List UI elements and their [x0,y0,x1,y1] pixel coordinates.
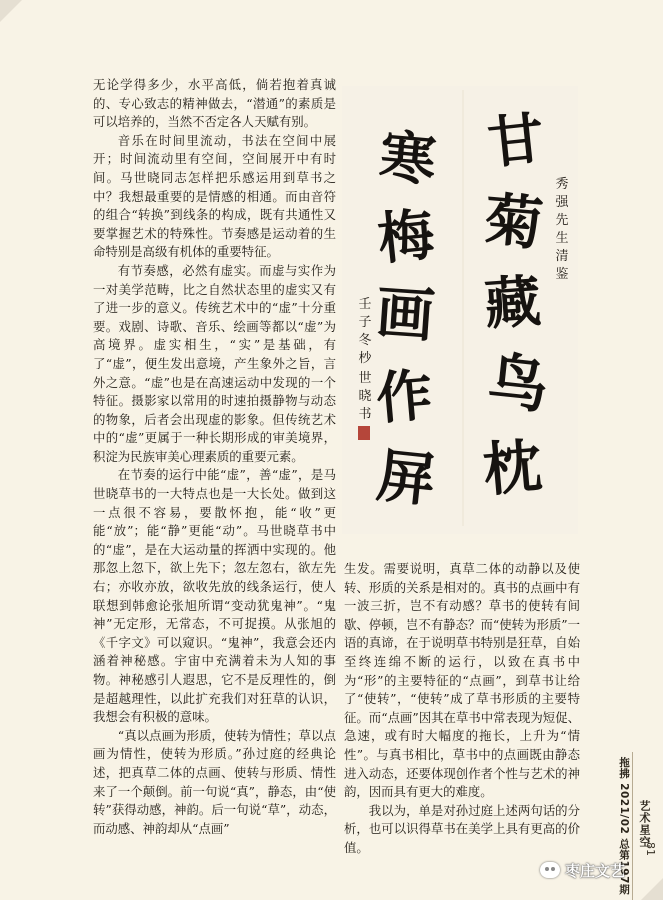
inscription-bottom-char: 杪 [358,351,372,366]
paragraph: 音乐在时间里流动，书法在空间中展开；时间流动里有空间，空间展开中有时间。马世晓同志怎样把乐感运用到草书之中？我想最重要的是情感的相通。而由音符的组合“转换”到线条的构成，既有共通性又要掌握艺术的特殊性。节奏感是运动着的生命特别是高级有机体的重要特征。 [93,132,336,260]
sidebar-divider [632,752,633,900]
inscription-top-char: 先 [555,213,569,228]
couplet-left-char: 画 [374,278,437,350]
inscription-bottom-char: 子 [358,315,372,330]
paragraph: 我以为，单是对孙过庭上述两句话的分析，也可以识得草书在美学上具有更高的价值。 [344,802,580,855]
inscription-bottom-char: 书 [358,407,372,422]
couplet-right-char: 甘 [484,105,548,177]
seal-stamp [358,426,370,440]
page-corner-top-left [0,0,22,22]
couplet-right-char: 菊 [481,185,546,259]
page-corner-bottom-right [641,878,663,900]
couplet-left-char: 梅 [374,201,438,273]
couplet-right-char: 鸟 [484,346,552,423]
couplet-left-char: 作 [373,361,436,433]
inscription-top-char: 强 [555,195,569,210]
wechat-watermark [540,858,625,882]
inscription-bottom-char: 冬 [358,333,372,348]
couplet-right-char: 枕 [480,431,545,505]
inscription-bottom-char: 世 [358,371,372,386]
article-right-column [344,560,580,858]
wechat-icon [540,862,560,878]
paragraph: 有节奏感，必然有虚实。而虚与实作为一对美学范畴，比之自然状态里的虚实又有了进一步的意义。传统艺术中的“虚”十分重要。戏剧、诗歌、音乐、绘画等都以“虚”为高境界。虚实相生，“实”是基础，有了“虚”，便生发出意境，产生象外之旨，言外之意。“虚”也是在高速运动中发现的一个特征。摄影家以常用的时速拍摄静物与动态的物象，后者会出现虚的影象。但传统艺术中的“虚”更属于一种长期形成的审美境界，积淀为民族审美心理素质的重要元素。 [93,262,336,464]
inscription-top-char: 秀 [555,177,569,192]
couplet-left-char: 屏 [373,441,439,515]
inscription-top-char: 生 [555,231,569,246]
inscription-top-char: 清 [555,249,569,264]
couplet-left-char: 寒 [376,123,439,195]
inscription-top-char: 鉴 [555,267,569,282]
inscription-bottom-char: 壬 [358,297,372,312]
inscription-bottom-char: 晓 [358,389,372,404]
watermark-label: 枣庄文艺 [565,861,626,880]
page-number: 81 [644,842,657,856]
paragraph: 无论学得多少，水平高低，倘若抱着真诚的、专心致志的精神做去，“潜通”的素质是可以培养的，当然不否定各人天赋有别。 [93,77,336,130]
paragraph: 生发。需要说明，真草二体的动静以及使转、形质的关系是相对的。真书的点画中有一波三折，岂不有动感？草书的使转有间歇、停顿，岂不有静态？而“使转为形质”一语的真谛，在于说明草书特别是狂草，自始至终连绵不断的运行，以致在真书中为“形”的主要特征的“点画”，到草书让给了“使转”，“使转”成了草书形质的主要特征。而“点画”因其在草书中常表现为短促、急速，或有时大幅度的拖长，上升为“情性”。与真书相比，草书中的点画既由静态进入动态，还要体现创作者个性与艺术的神韵，因而具有更大的难度。 [344,561,580,800]
issue-info: 拖拂 2021/02 总第197期 [618,757,630,895]
paragraph: 在节奏的运行中能“虚”，善“虚”，是马世晓草书的一大特点也是一大长处。做到这一点很不容易，要散怀抱，能“收”更能“放”；能“静”更能“动”。马世晓草书中的“虚”，是在大运动量的挥洒中实现的。他那忽上忽下，欲上先下；忽左忽右，欲左先右；亦收亦放，欲收先放的线条运行，使人联想到韩愈论张旭所谓“变动犹鬼神”。“鬼神”无定形，无常态，不可捉摸。从张旭的《千字文》可以窥识。“鬼神”，我意会还内涵着神秘感。宇宙中充满着未为人知的事物。神秘感引人遐思，它不是反理性的，倒是超越理性，以此扩充我们对狂草的认识，我想会有积极的意味。 [93,467,336,725]
article-left-column [93,76,336,838]
paragraph: “真以点画为形质，使转为情性；草以点画为情性，使转为形质。”孙过庭的经典论述，把真草二体的点画、使转与形质、情性来了一个颠倒。前一句说“真”，静态，由“使转”获得动感，神韵。后一句说“草”，动态，而动感、神韵却从“点画” [93,727,336,836]
couplet-right-char: 藏 [482,268,543,338]
calligraphy-artwork [342,86,578,534]
calligraphy-image [342,86,578,534]
section-title: 艺术星空 [638,800,651,848]
